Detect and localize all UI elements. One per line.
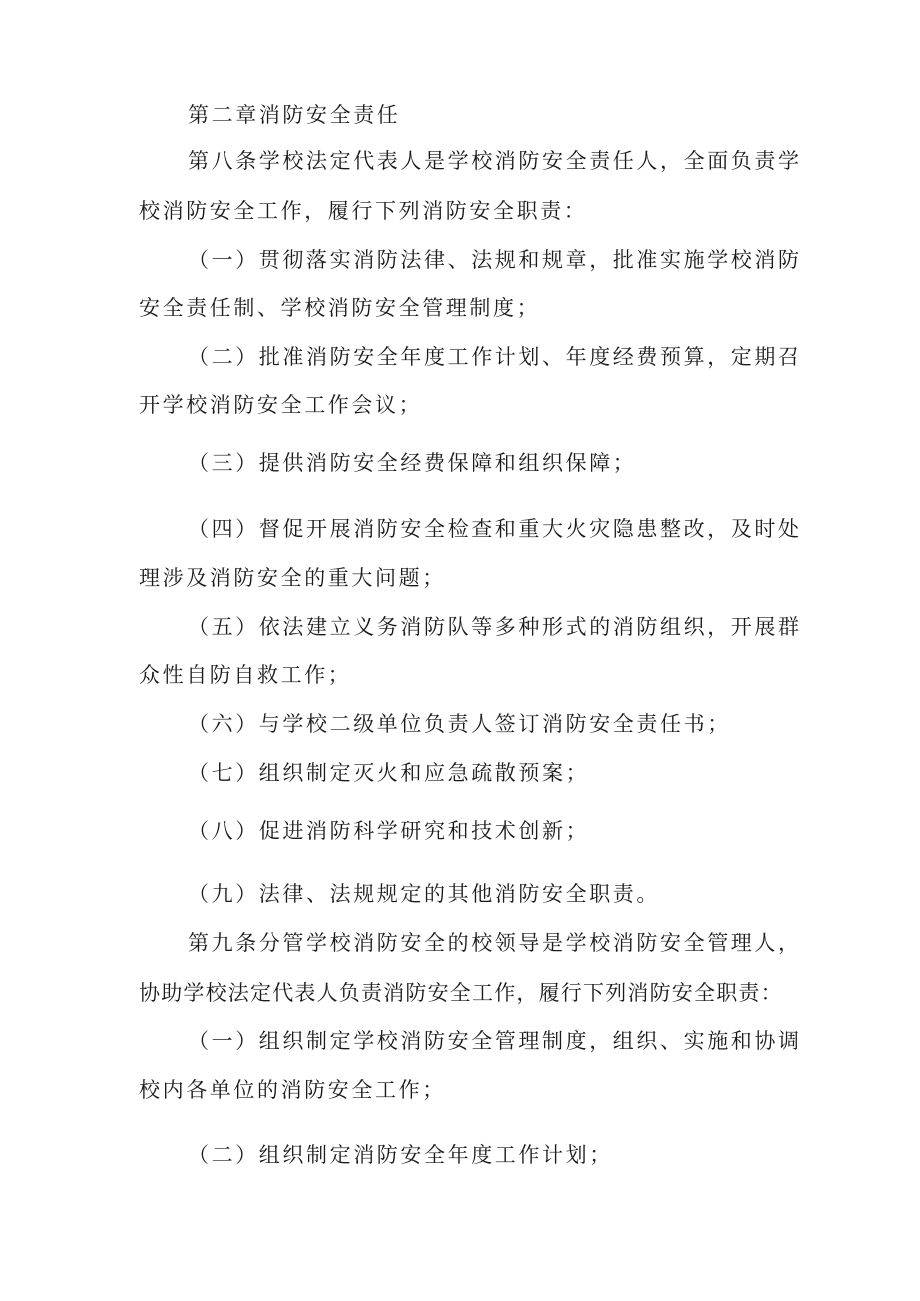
article-8-item-8: （八）促进消防科学研究和技术创新； bbox=[188, 819, 590, 843]
article-8-item-7: （七）组织制定灭火和应急疏散预案； bbox=[188, 761, 590, 785]
article-8-line-1: 第八条学校法定代表人是学校消防安全责任人，全面负责学 bbox=[188, 149, 802, 173]
article-8-item-9: （九）法律、法规规定的其他消防安全职责。 bbox=[188, 882, 660, 906]
article-8-item-3: （三）提供消防安全经费保障和组织保障； bbox=[188, 451, 637, 475]
article-8-item-2-line-2: 开学校消防安全工作会议； bbox=[139, 393, 423, 417]
chapter-heading: 第二章消防安全责任 bbox=[188, 103, 401, 127]
article-9-item-1-line-1: （一）组织制定学校消防安全管理制度，组织、实施和协调 bbox=[188, 1029, 802, 1053]
article-9-line-2: 协助学校法定代表人负责消防安全工作，履行下列消防安全职责： bbox=[139, 981, 783, 1005]
article-8-item-4-line-2: 理涉及消防安全的重大问题； bbox=[139, 566, 446, 590]
article-8-item-2-line-1: （二）批准消防安全年度工作计划、年度经费预算，定期召 bbox=[188, 345, 802, 369]
article-8-item-1-line-1: （一）贯彻落实消防法律、法规和规章，批准实施学校消防 bbox=[188, 248, 802, 272]
article-8-line-2: 校消防安全工作，履行下列消防安全职责： bbox=[139, 199, 588, 223]
article-9-line-1: 第九条分管学校消防安全的校领导是学校消防安全管理人， bbox=[188, 931, 802, 955]
article-9-item-2: （二）组织制定消防安全年度工作计划； bbox=[188, 1143, 613, 1167]
article-8-item-5-line-2: 众性自防自救工作； bbox=[139, 663, 352, 687]
article-8-item-4-line-1: （四）督促开展消防安全检查和重大火灾隐患整改，及时处 bbox=[188, 517, 802, 541]
article-8-item-1-line-2: 安全责任制、学校消防安全管理制度； bbox=[139, 296, 541, 320]
article-8-item-5-line-1: （五）依法建立义务消防队等多种形式的消防组织，开展群 bbox=[188, 615, 802, 639]
article-8-item-6: （六）与学校二级单位负责人签订消防安全责任书； bbox=[188, 712, 731, 736]
article-9-item-1-line-2: 校内各单位的消防安全工作； bbox=[139, 1078, 446, 1102]
